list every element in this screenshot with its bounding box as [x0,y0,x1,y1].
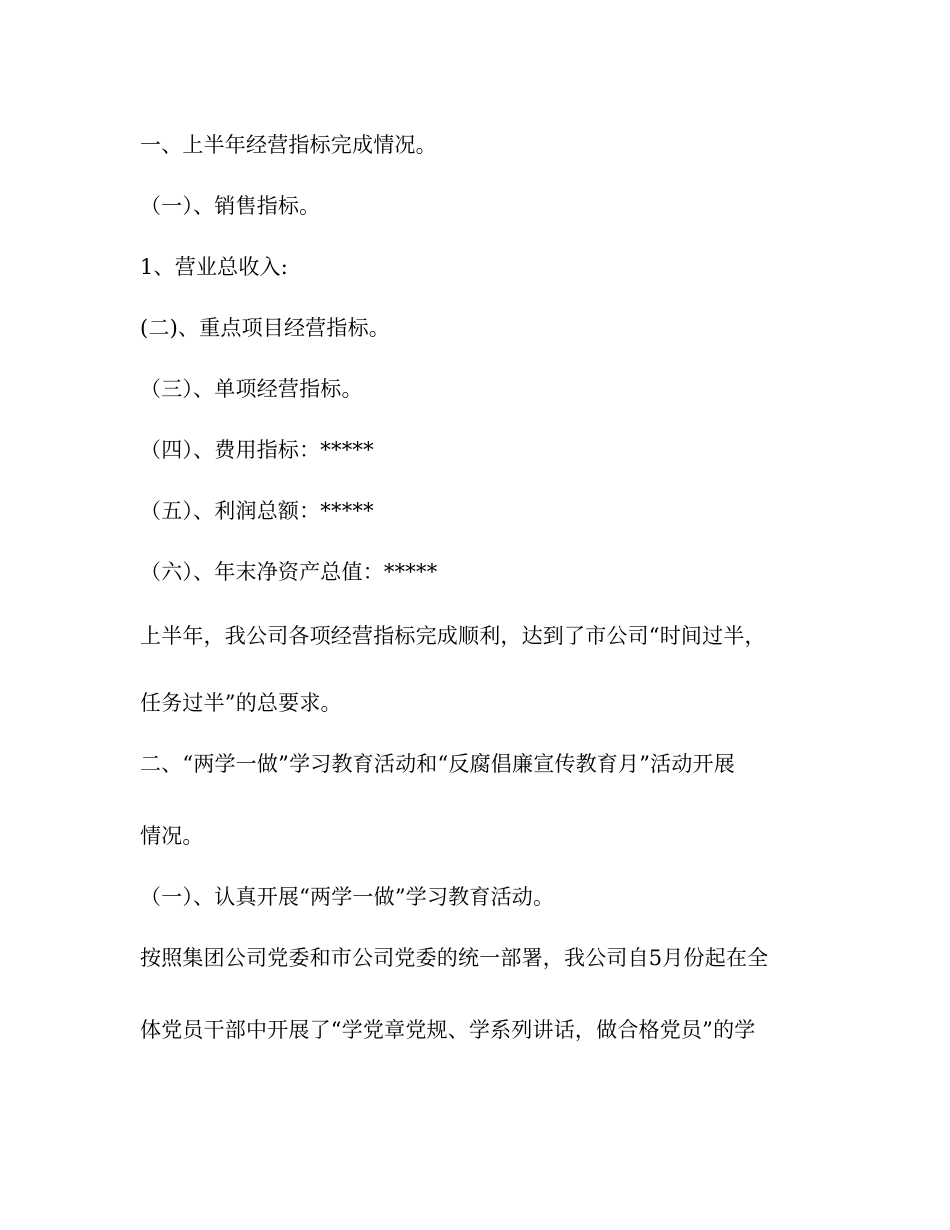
item-total-revenue: 1、营业总收入: [140,255,289,279]
subheading-single-indicators: （三）、单项经营指标。 [140,377,363,401]
paragraph-summary-line-2: 任务过半”的总要求。 [140,691,342,715]
subheading-sales-indicators: （一）、销售指标。 [140,194,321,218]
subheading-total-profit: （五）、利润总额：***** [140,499,374,523]
paragraph-summary-line-1: 上半年，我公司各项经营指标完成顺利，达到了市公司“时间过半， [140,624,766,648]
subheading-net-assets: （六）、年末净资产总值：***** [140,560,438,584]
section-heading-2-line-2: 情况。 [140,824,204,848]
section-heading-2-line-1: 二、“两学一做”学习教育活动和“反腐倡廉宣传教育月”活动开展 [140,752,735,776]
paragraph-deployment-line-1: 按照集团公司党委和市公司党委的统一部署，我公司自5月份起在全 [140,946,769,970]
subheading-study-activity: （一）、认真开展“两学一做”学习教育活动。 [140,885,555,909]
paragraph-deployment-line-2: 体党员干部中开展了“学党章党规、学系列讲话，做合格党员”的学 [140,1018,756,1042]
section-heading-1: 一、上半年经营指标完成情况。 [140,133,437,157]
subheading-expense-indicators: （四）、费用指标：***** [140,438,374,462]
subheading-key-projects: (二)、重点项目经营指标。 [140,316,390,340]
